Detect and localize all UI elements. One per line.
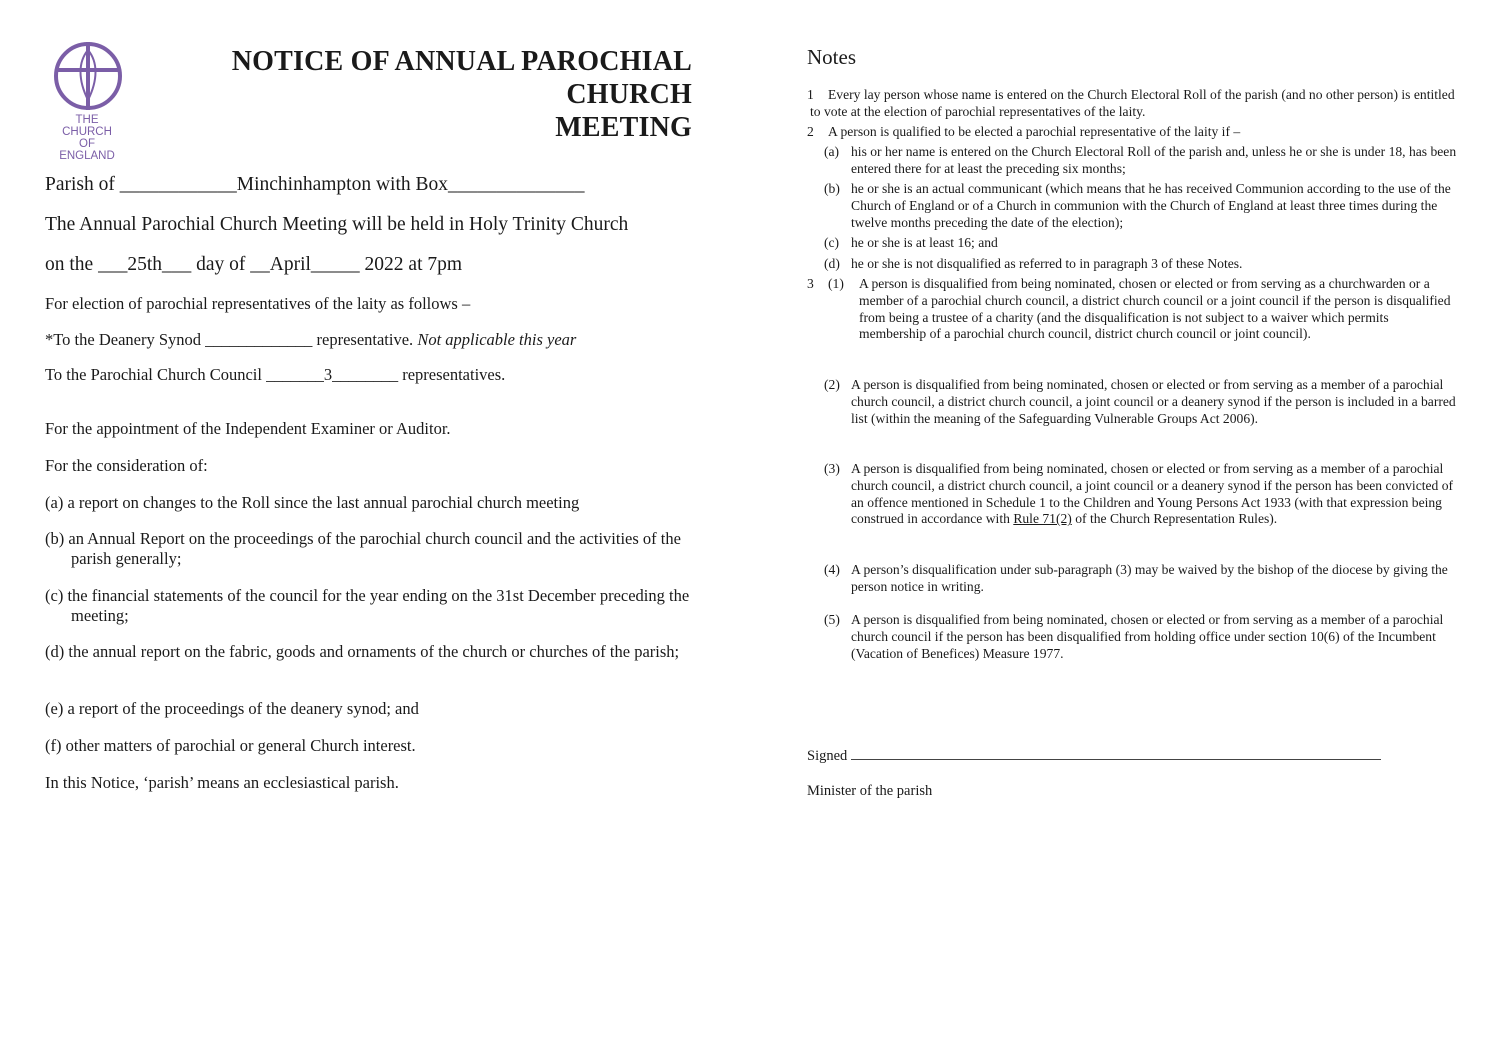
note-2-number: 2 <box>807 124 814 139</box>
note-2 <box>807 124 1457 141</box>
consideration-item-d: (d) the annual report on the fabric, goods and ornaments of the church or churches of the parish; <box>45 642 680 661</box>
note-2b <box>824 181 1457 231</box>
note-2a-number: (a) <box>824 144 840 159</box>
consideration-item-f: (f) other matters of parochial or general Church interest. <box>45 736 416 755</box>
logo-text <box>50 114 124 162</box>
note-3-4-text: A person’s disqualification under sub-paragraph (3) may be waived by the bishop of the diocese by giving the person notice in writing. <box>851 562 1448 594</box>
church-of-england-cross-icon <box>52 40 124 112</box>
signed-label: Signed <box>807 748 848 764</box>
signature-line <box>807 748 1381 765</box>
note-2a-text: his or her name is entered on the Church Electoral Roll of the parish and, unless he or she is under 18, has been entered there for at least the preceding six months; <box>851 144 1457 176</box>
note-1-number: 1 <box>807 87 814 102</box>
note-3-1-number: (1) <box>828 276 844 291</box>
rule-71-2-link[interactable]: Rule 71(2) <box>1013 511 1072 527</box>
note-2c-number: (c) <box>824 235 840 250</box>
note-3-4 <box>824 562 1457 596</box>
church-of-england-logo <box>50 40 128 162</box>
note-3-5 <box>824 612 1457 662</box>
note-2c-text: he or she is at least 16; and <box>851 235 998 250</box>
meeting-date: on the ___25th___ day of __April_____ 2022 at 7pm <box>45 254 463 275</box>
deanery-synod-line <box>45 330 576 350</box>
note-3-3-number: (3) <box>824 461 840 476</box>
signature-field[interactable] <box>851 749 1381 760</box>
note-3-2-number: (2) <box>824 377 840 392</box>
election-intro: For election of parochial representatives of the laity as follows – <box>45 294 471 313</box>
note-3-3-text-a: A person is disqualified from being nominated, chosen or elected or from serving as a member of a parochial church council, a district church council, a joint council or a deanery synod if the person has been convicted of an offence mentioned in Schedule 1 to the Children and Young Persons Act 1933 (with that expression being construed in accordance with <box>851 461 1454 527</box>
minister-label: Minister of the parish <box>807 783 933 799</box>
consideration-item-e: (e) a report of the proceedings of the deanery synod; and <box>45 699 419 718</box>
note-3-3-text <box>824 461 1457 528</box>
note-2-text: A person is qualified to be elected a parochial representative of the laity if – <box>828 124 1241 139</box>
title-line-1: NOTICE OF ANNUAL PAROCHIAL CHURCH <box>231 46 692 110</box>
consideration-line: For the consideration of: <box>45 456 208 475</box>
consideration-item-a: (a) a report on changes to the Roll since the last annual parochial church meeting <box>45 493 580 512</box>
note-3-5-number: (5) <box>824 612 840 627</box>
note-3-5-text: A person is disqualified from being nominated, chosen or elected or from serving as a member of a parochial church council if the person has been disqualified from holding office under section 10(6) of the Incumbent (Vacation of Benefices) Measure 1977. <box>851 612 1444 661</box>
parish-definition: In this Notice, ‘parish’ means an ecclesiastical parish. <box>45 773 399 792</box>
note-3-1-text: A person is disqualified from being nominated, chosen or elected or from serving as a churchwarden or a member of a parochial church council, a district church council or a joint council if the person is disqualified from being a trustee of a charity (and the disqualification is not subject to a waiver which permits membership of a parochial church council, district church council or joint council). <box>859 276 1451 342</box>
parish-line: Parish of ____________Minchinhampton with Box______________ <box>45 174 585 195</box>
note-3-2-text: A person is disqualified from being nominated, chosen or elected or from serving as a member of a parochial church council, a district church council, a joint council or a deanery synod if the person is included in a barred list (within the meaning of the Safeguarding Vulnerable Groups Act 2006). <box>851 377 1456 426</box>
deanery-synod-note: Not applicable this year <box>417 330 577 349</box>
note-3-number: 3 <box>807 276 814 291</box>
note-3-4-number: (4) <box>824 562 840 577</box>
note-3-2 <box>824 377 1457 427</box>
meeting-location: The Annual Parochial Church Meeting will be held in Holy Trinity Church <box>45 214 629 235</box>
note-2c <box>824 235 1457 252</box>
logo-line-2: OF ENGLAND <box>59 138 115 162</box>
logo-line-1: THE CHURCH <box>62 114 112 138</box>
notes-title: Notes <box>807 45 856 69</box>
note-2d-number: (d) <box>824 256 840 271</box>
note-3-1 <box>807 276 1457 343</box>
note-1 <box>807 87 1457 121</box>
note-2b-text: he or she is an actual communicant (which means that he has received Communion according to the use of the Church of England or of a Church in communion with the Church of England at least three times during the twelve months preceding the date of the election); <box>851 181 1451 230</box>
note-1-text: Every lay person whose name is entered on the Church Electoral Roll of the parish (and no other person) is entitled to vote at the election of parochial representatives of the laity. <box>810 87 1455 119</box>
appointment-line: For the appointment of the Independent Examiner or Auditor. <box>45 419 451 438</box>
deanery-synod-text: *To the Deanery Synod _____________ representative. <box>45 330 418 349</box>
consideration-item-b: (b) an Annual Report on the proceedings of the parochial church council and the activities of the parish generally; <box>45 529 681 568</box>
pcc-line: To the Parochial Church Council _______3________ representatives. <box>45 365 506 384</box>
note-3-3 <box>824 461 1457 528</box>
note-2a <box>824 144 1457 178</box>
note-2b-number: (b) <box>824 181 840 196</box>
title-line-2: MEETING <box>555 112 692 143</box>
note-3-3-text-b: of the Church Representation Rules). <box>1071 511 1278 527</box>
page-title <box>150 45 692 144</box>
note-2d <box>824 256 1457 273</box>
consideration-item-c: (c) the financial statements of the council for the year ending on the 31st December preceding the meeting; <box>45 586 690 625</box>
note-2d-text: he or she is not disqualified as referred to in paragraph 3 of these Notes. <box>851 256 1243 271</box>
